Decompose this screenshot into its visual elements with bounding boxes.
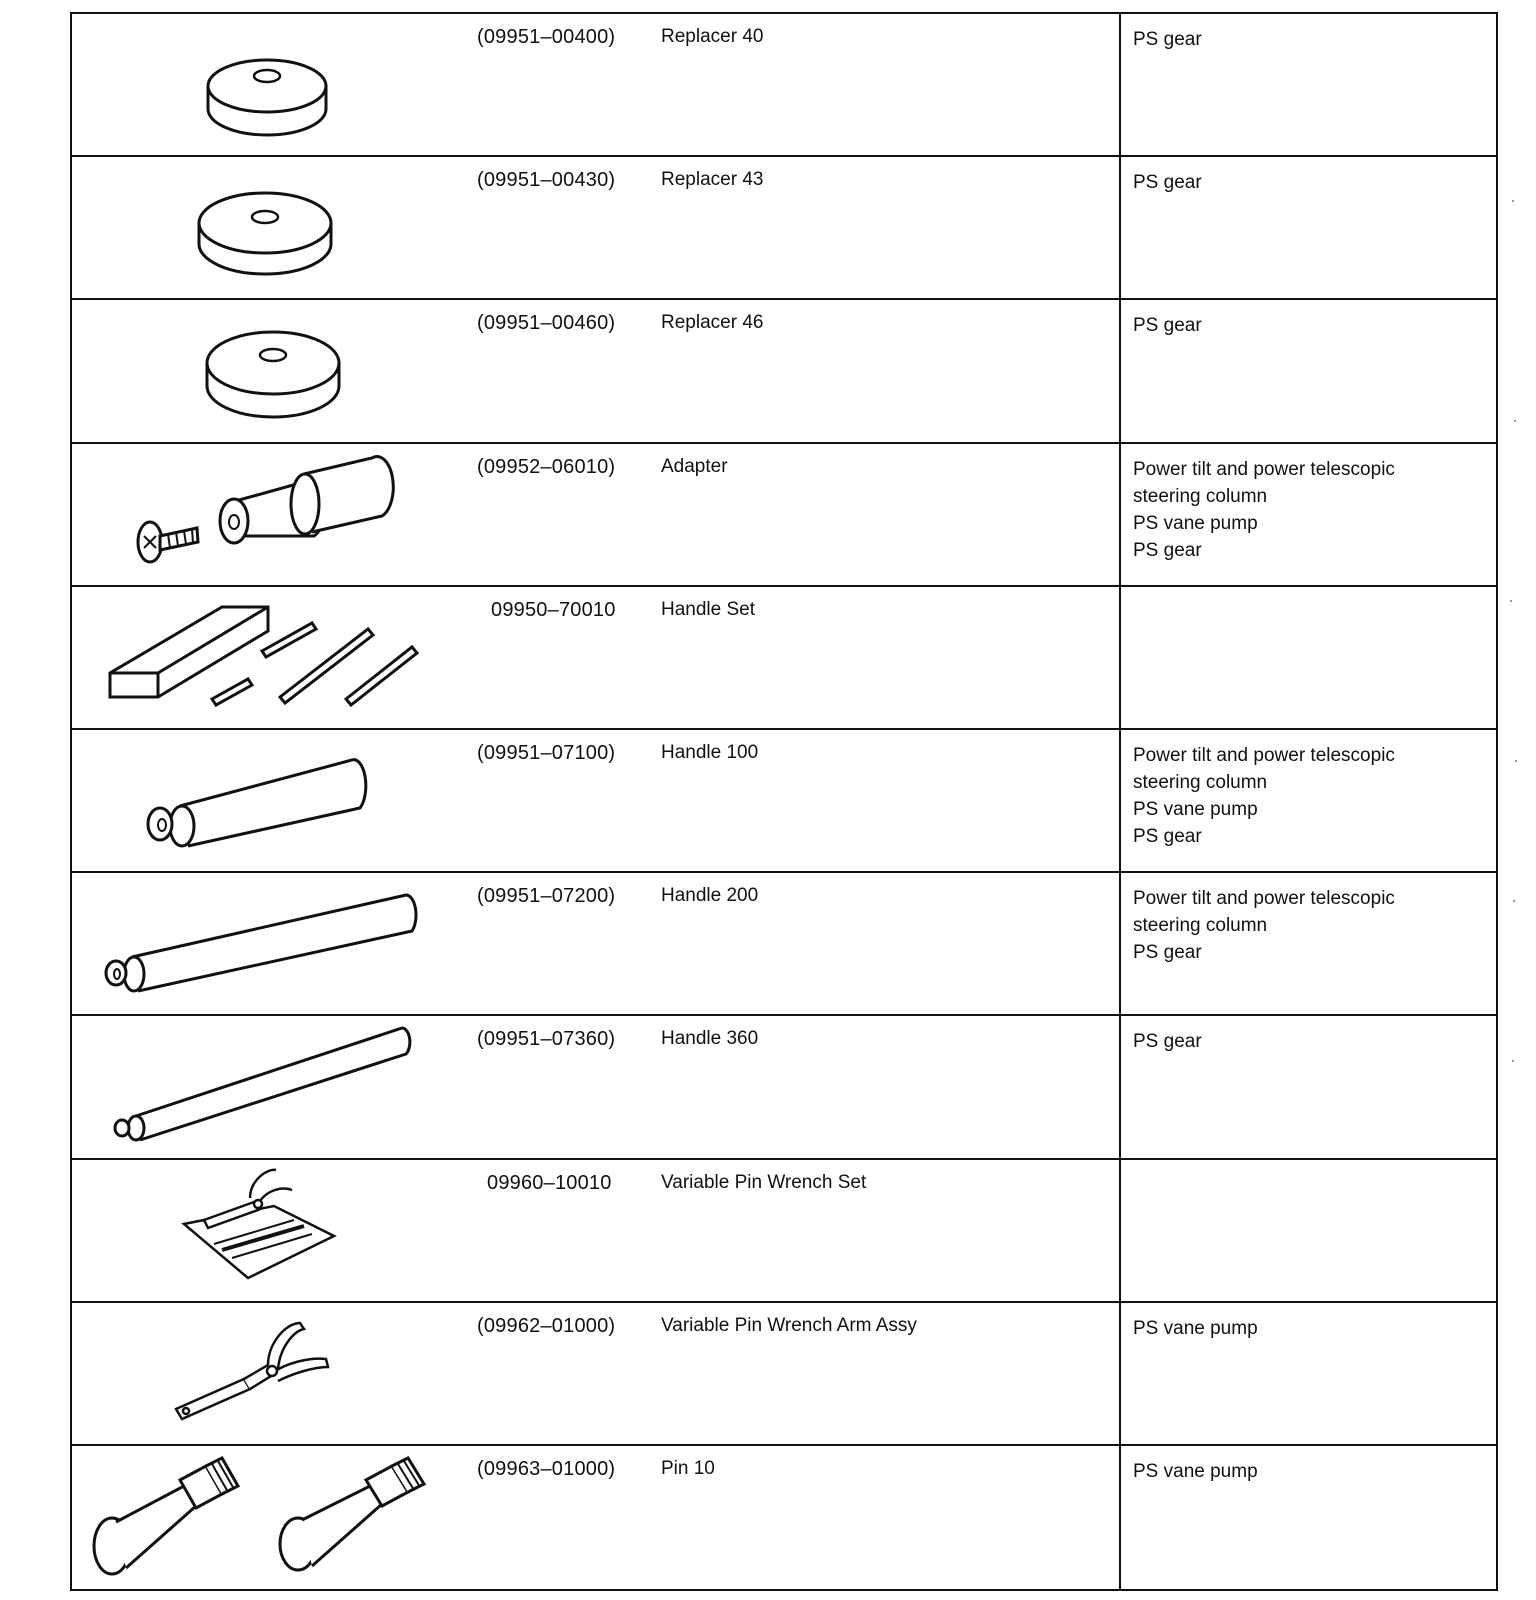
tool-name: Replacer 46 — [661, 312, 764, 334]
usage-item: PS gear — [1133, 1031, 1202, 1053]
table-row — [72, 587, 1496, 730]
table-row — [72, 157, 1496, 300]
usage-item: PS vane pump — [1133, 1460, 1258, 1482]
usage-item: PS vane pump — [1133, 1317, 1258, 1339]
handle-set-icon — [72, 587, 477, 728]
usage-item: PS vane pump — [1133, 798, 1258, 820]
part-number: (09951–07360) — [477, 1028, 616, 1051]
usage-item: PS gear — [1133, 942, 1202, 964]
table-row — [72, 300, 1496, 443]
usage-list — [1119, 300, 1496, 441]
usage-item: steering column — [1133, 771, 1268, 793]
part-number: (09962–01000) — [477, 1314, 616, 1337]
part-number: (09952–06010) — [477, 455, 616, 478]
usage-list — [1119, 444, 1496, 585]
tool-name: Handle 200 — [661, 885, 759, 907]
tool-name: Replacer 40 — [661, 26, 764, 47]
usage-item: steering column — [1133, 485, 1268, 507]
usage-list — [1119, 1016, 1496, 1157]
usage-item: PS gear — [1133, 539, 1202, 561]
part-number: (09963–01000) — [477, 1457, 616, 1480]
table-row — [72, 1446, 1496, 1589]
part-number: 09950–70010 — [491, 598, 616, 621]
table-row — [72, 14, 1496, 157]
usage-list — [1119, 873, 1496, 1014]
tool-name: Pin 10 — [661, 1457, 715, 1479]
replacer-43-icon — [72, 157, 477, 298]
part-number: 09960–10010 — [487, 1171, 612, 1194]
pin-wrench-arm-icon — [72, 1303, 477, 1444]
handle-200-icon — [72, 873, 477, 1014]
tool-name: Handle 100 — [661, 741, 759, 763]
part-number: (09951–07200) — [477, 885, 616, 908]
part-number: (09951–00430) — [477, 169, 616, 192]
usage-list — [1119, 1160, 1496, 1301]
usage-item: Power tilt and power telescopic — [1133, 888, 1395, 910]
scan-speck — [1512, 1060, 1514, 1062]
usage-list — [1119, 14, 1496, 155]
usage-list — [1119, 157, 1496, 298]
scan-speck — [1510, 600, 1512, 602]
replacer-46-icon — [72, 300, 477, 441]
usage-list — [1119, 730, 1496, 871]
tool-name: Variable Pin Wrench Arm Assy — [661, 1314, 917, 1336]
pin-10-icon — [72, 1446, 477, 1589]
part-number: (09951–07100) — [477, 741, 616, 764]
usage-item: PS gear — [1133, 315, 1202, 337]
table-row — [72, 1303, 1496, 1446]
replacer-40-icon — [72, 14, 477, 155]
usage-list — [1119, 1446, 1496, 1589]
sst-table — [70, 12, 1498, 1591]
scan-speck — [1513, 900, 1515, 902]
usage-item: PS gear — [1133, 172, 1202, 194]
usage-item: PS gear — [1133, 825, 1202, 847]
table-row — [72, 730, 1496, 873]
table-row — [72, 1016, 1496, 1159]
usage-item: Power tilt and power telescopic — [1133, 458, 1395, 480]
table-row — [72, 444, 1496, 587]
table-row — [72, 873, 1496, 1016]
scan-speck — [1512, 200, 1514, 202]
tool-name: Replacer 43 — [661, 169, 764, 191]
tool-name: Handle 360 — [661, 1028, 759, 1050]
adapter-icon — [72, 444, 477, 585]
part-number: (09951–00400) — [477, 26, 616, 48]
part-number: (09951–00460) — [477, 312, 616, 335]
usage-item: PS vane pump — [1133, 512, 1258, 534]
handle-100-icon — [72, 730, 477, 871]
table-row — [72, 1160, 1496, 1303]
tool-name: Handle Set — [661, 598, 756, 620]
usage-item: steering column — [1133, 915, 1268, 937]
scan-speck — [1514, 420, 1516, 422]
pin-wrench-set-icon — [72, 1160, 477, 1301]
usage-list — [1119, 587, 1496, 728]
usage-item: Power tilt and power telescopic — [1133, 744, 1395, 766]
usage-item: PS gear — [1133, 29, 1202, 50]
scan-speck — [1515, 760, 1517, 762]
tool-name: Variable Pin Wrench Set — [661, 1171, 867, 1193]
tool-name: Adapter — [661, 455, 728, 477]
usage-list — [1119, 1303, 1496, 1444]
handle-360-icon — [72, 1016, 477, 1157]
